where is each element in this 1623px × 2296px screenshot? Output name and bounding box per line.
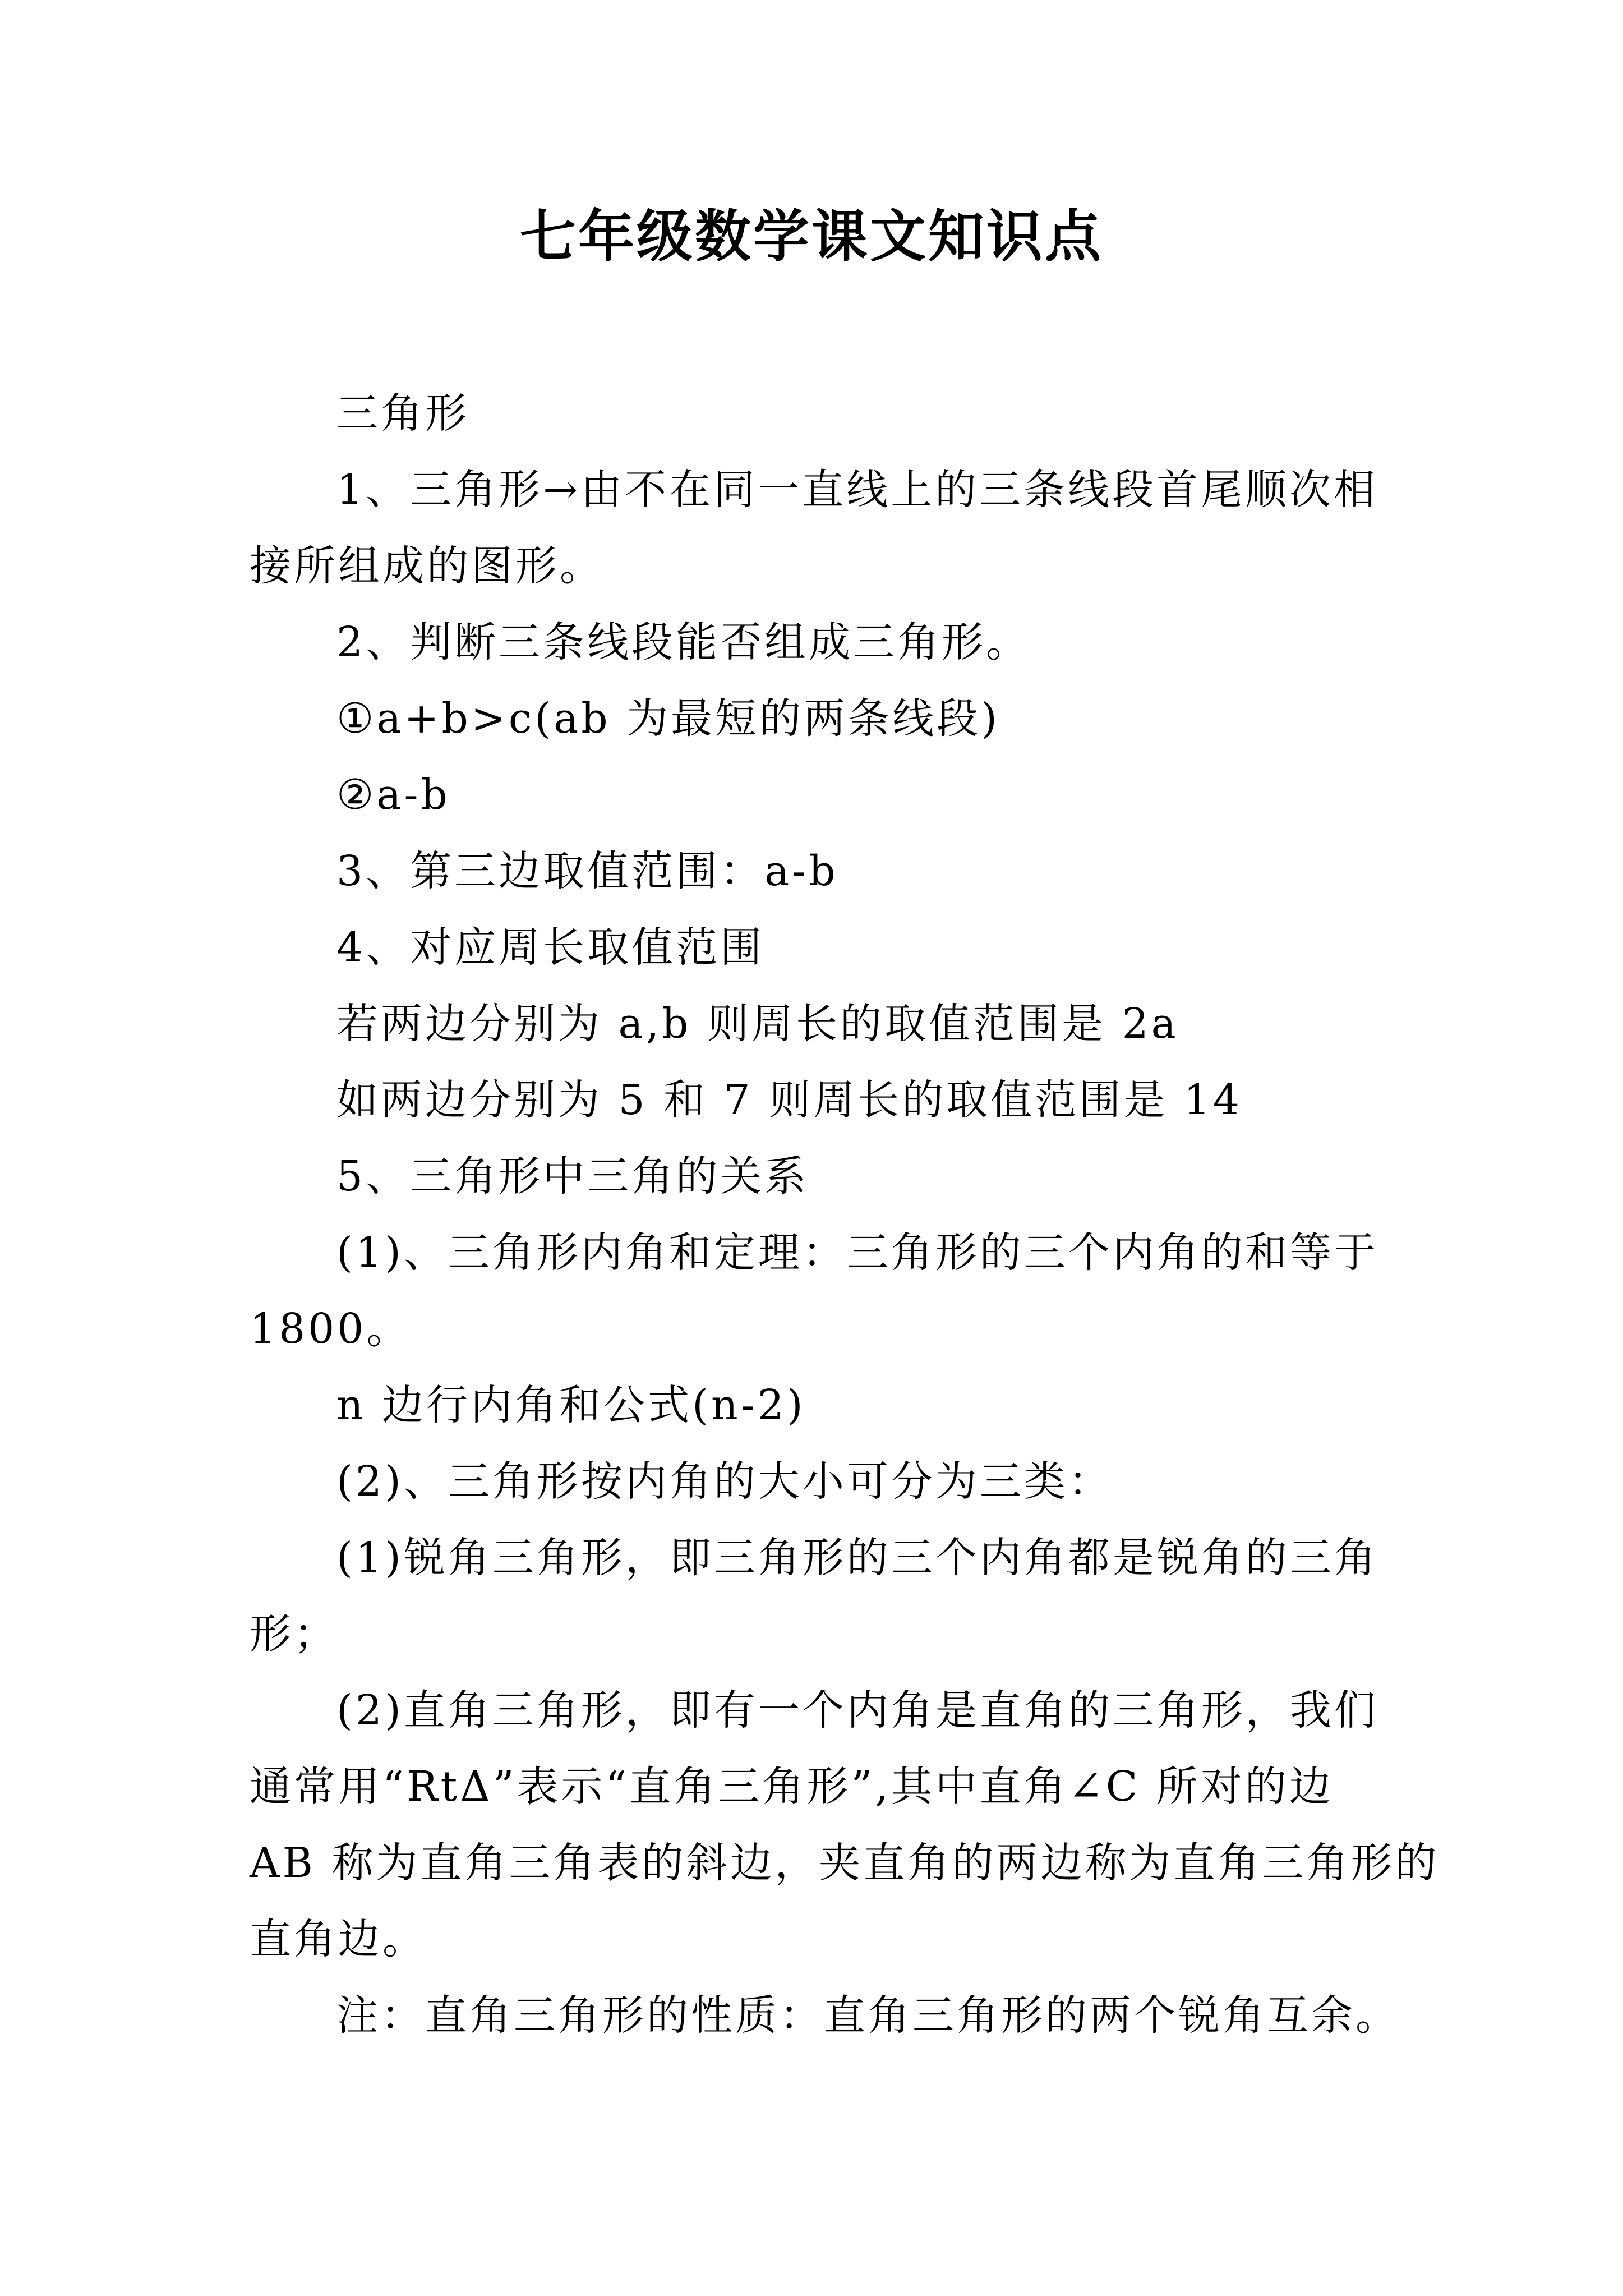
paragraph-line: AB 称为直角三角表的斜边，夹直角的两边称为直角三角形的 (250, 1839, 1440, 1887)
paragraph-line: 2、判断三条线段能否组成三角形。 (336, 618, 1031, 666)
paragraph-line: 4、对应周长取值范围 (336, 923, 765, 972)
paragraph-line: (2)直角三角形，即有一个内角是直角的三角形，我们 (336, 1686, 1378, 1734)
paragraph-line: (1)、三角形内角和定理：三角形的三个内角的和等于 (336, 1228, 1378, 1277)
paragraph-line: n 边行内角和公式(n-2) (336, 1381, 806, 1429)
paragraph-line: 直角边。 (250, 1915, 427, 1963)
paragraph-line: 1800。 (250, 1305, 411, 1353)
paragraph-line: 1、三角形→由不在同一直线上的三条线段首尾顺次相 (336, 466, 1378, 514)
paragraph-line: (1)锐角三角形，即三角形的三个内角都是锐角的三角 (336, 1534, 1378, 1582)
paragraph-line: 接所组成的图形。 (250, 542, 604, 590)
paragraph-line: 如两边分别为 5 和 7 则周长的取值范围是 14 (336, 1076, 1242, 1124)
paragraph-line: 注：直角三角形的性质：直角三角形的两个锐角互余。 (336, 1991, 1400, 2040)
paragraph-line: 通常用“RtΔ”表示“直角三角形”,其中直角∠C 所对的边 (250, 1763, 1334, 1811)
paragraph-line: 5、三角形中三角的关系 (336, 1152, 809, 1200)
section-heading-triangle: 三角形 (336, 389, 469, 438)
paragraph-line: 形； (250, 1610, 338, 1658)
paragraph-line: ①a+b>c(ab 为最短的两条线段) (336, 694, 1000, 743)
paragraph-line: 3、第三边取值范围：a-b (336, 847, 838, 895)
document-title: 七年级数学课文知识点 (520, 204, 1103, 269)
paragraph-line: ②a-b (336, 771, 450, 819)
paragraph-line: (2)、三角形按内角的大小可分为三类： (336, 1457, 1113, 1506)
paragraph-line: 若两边分别为 a,b 则周长的取值范围是 2a (336, 1000, 1179, 1048)
